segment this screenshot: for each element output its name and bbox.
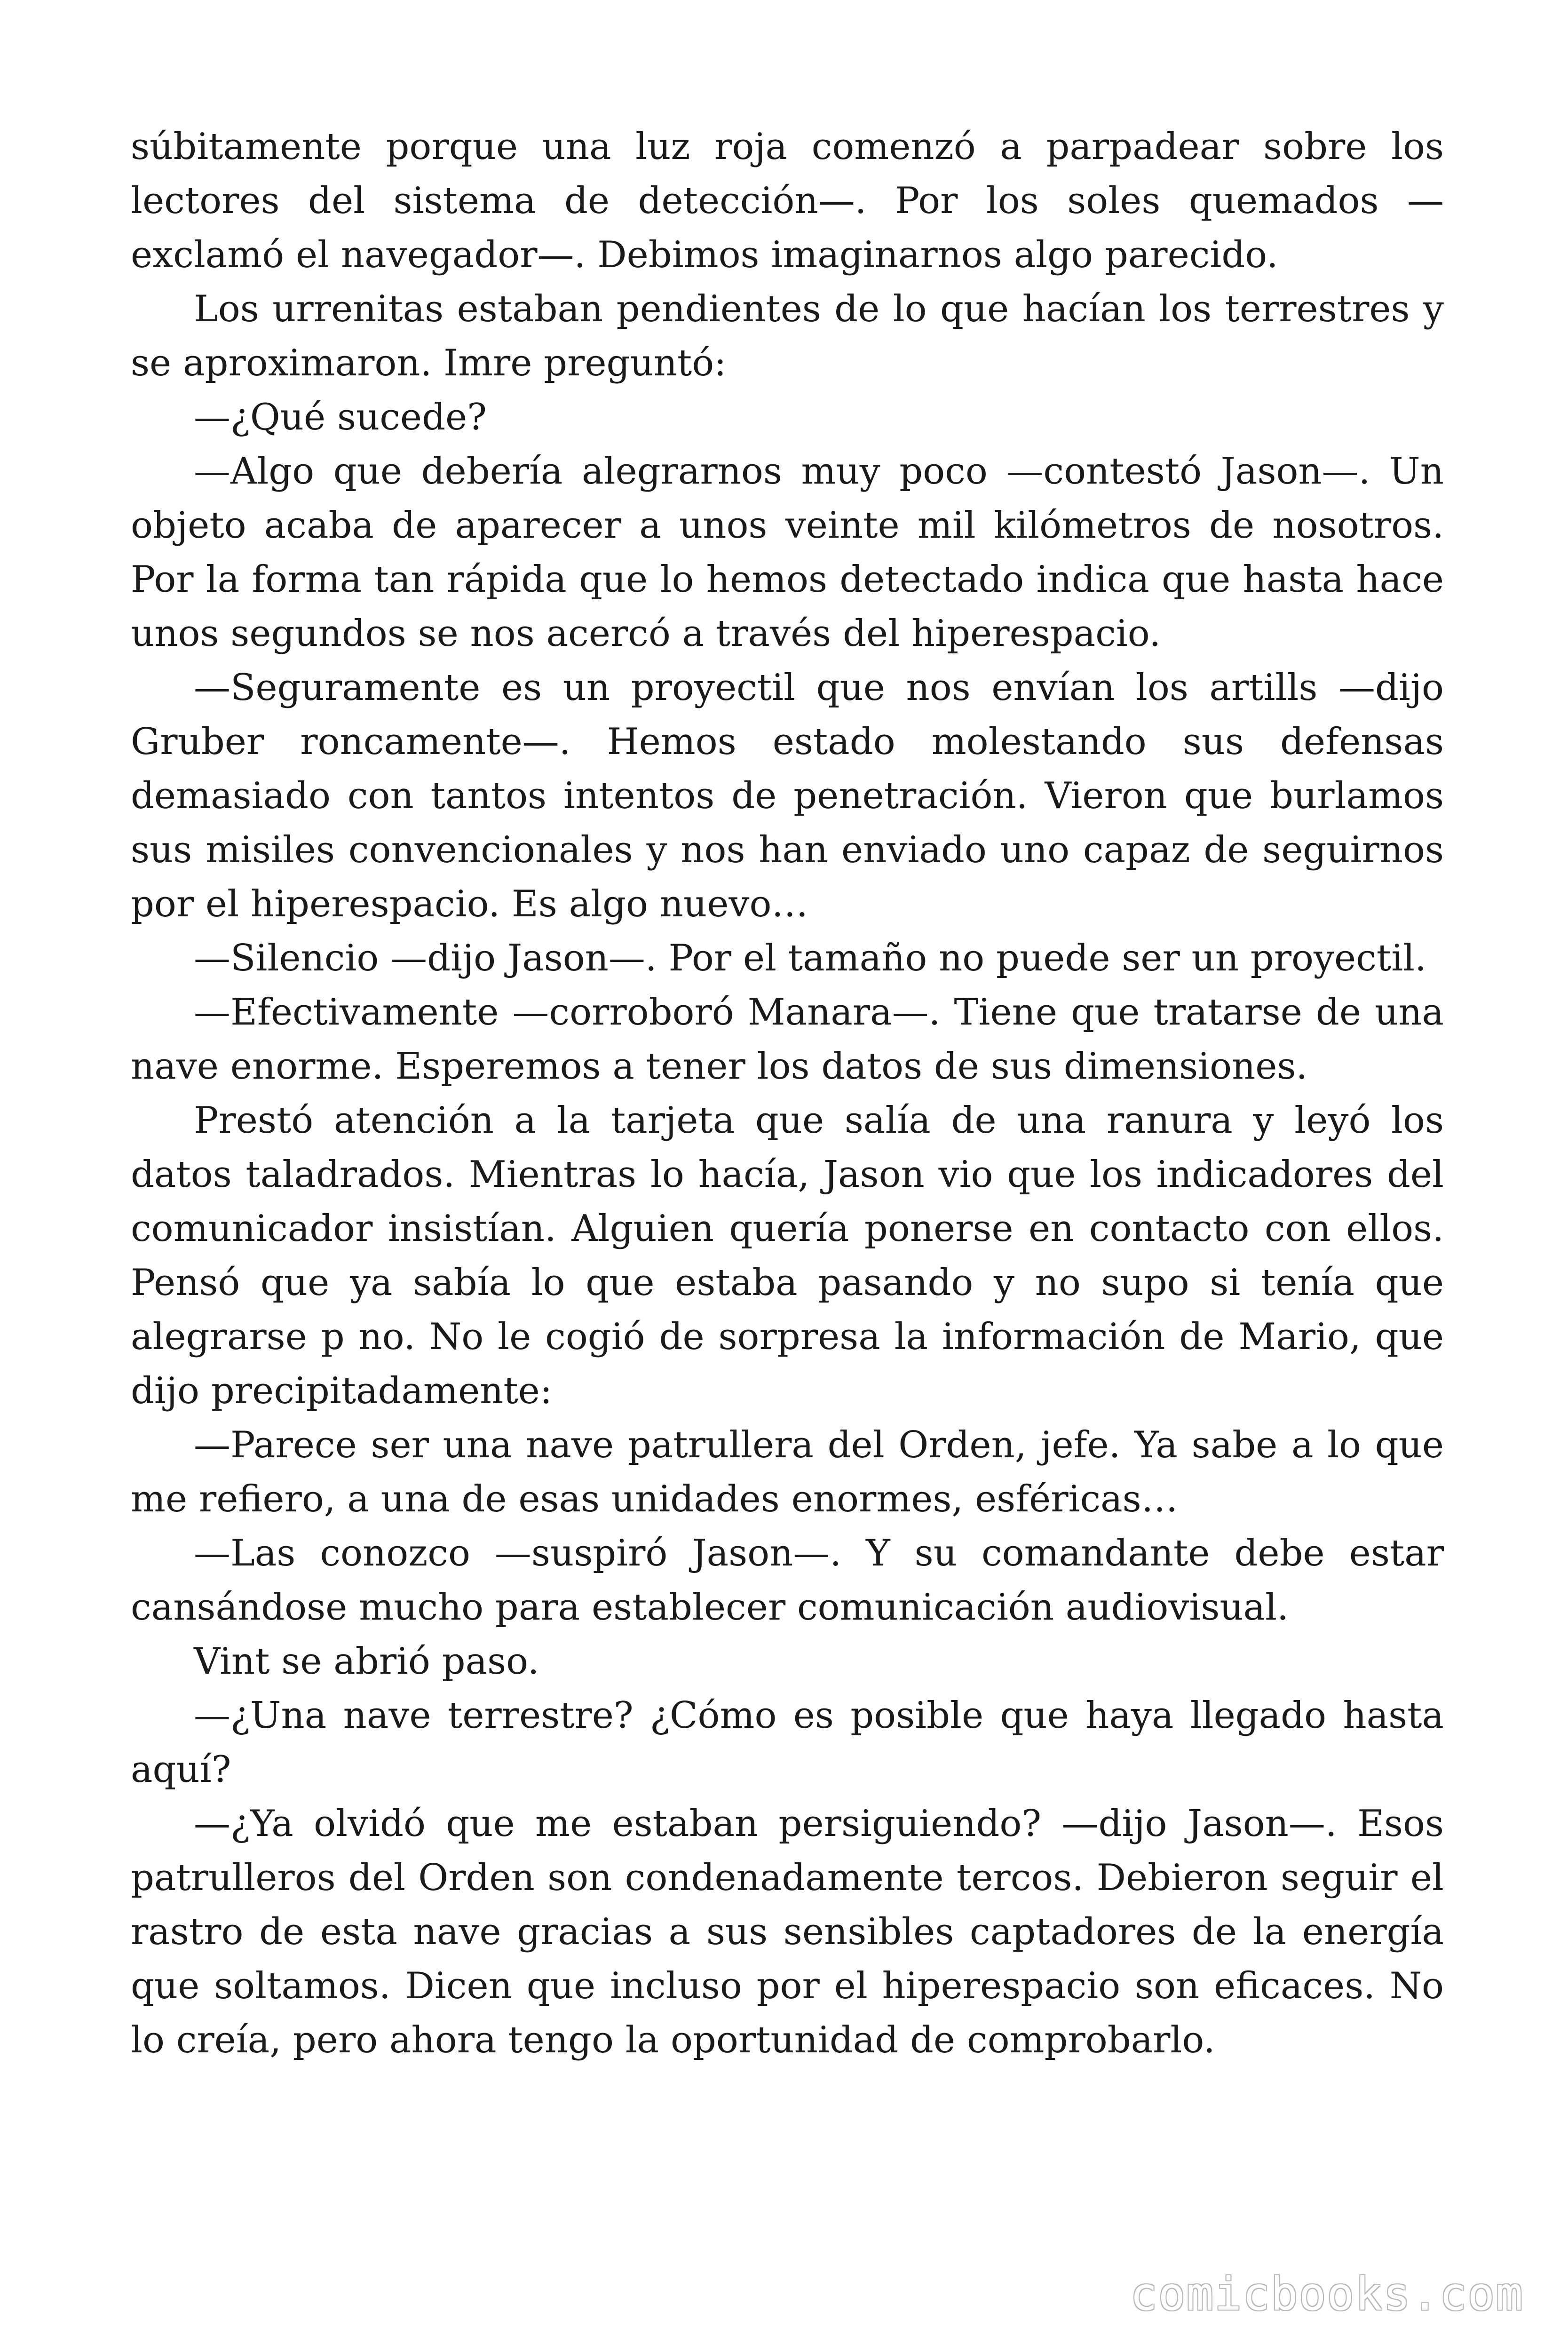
paragraph-5: —Seguramente es un proyectil que nos envían los artills —dijo Gruber roncamente—. Hemos estado molestando sus defensas demasiado con tantos intentos de penetración. Vieron que burlamos sus misiles convencionales y nos han enviado uno capaz de seguirnos por el hiperespacio. Es algo nuevo…: [131, 667, 1444, 925]
paragraph-13: —¿Ya olvidó que me estaban persiguiendo? —dijo Jason—. Esos patrulleros del Orden son condenadamente tercos. Debieron seguir el rastro de esta nave gracias a sus sensibles captadores de la energía que soltamos. Dicen que incluso por el hiperespacio son eficaces. No lo creía, pero ahora tengo la oportunidad de comprobarlo.: [131, 1803, 1444, 2061]
paragraph-8: Prestó atención a la tarjeta que salía de una ranura y leyó los datos taladrados. Mientras lo hacía, Jason vio que los indicadores del comunicador insistían. Alguien quería ponerse en contacto con ellos. Pensó que ya sabía lo que estaba pasando y no supo si tenía que alegrarse p no. No le cogió de sorpresa la información de Mario, que dijo precipitadamente:: [131, 1099, 1444, 1412]
paragraph-7: —Efectivamente —corroboró Manara—. Tiene que tratarse de una nave enorme. Esperemos a tener los datos de sus dimensiones.: [131, 991, 1444, 1088]
watermark-text: comicbooks.com: [1130, 2268, 1524, 2320]
paragraph-6: —Silencio —dijo Jason—. Por el tamaño no puede ser un proyectil.: [194, 937, 1426, 979]
paragraph-9: —Parece ser una nave patrullera del Orden, jefe. Ya sabe a lo que me refiero, a una de esas unidades enormes, esféricas…: [131, 1424, 1444, 1520]
paragraph-10: —Las conozco —suspiró Jason—. Y su comandante debe estar cansándose mucho para establecer comunicación audiovisual.: [131, 1532, 1444, 1629]
paragraph-4: —Algo que debería alegrarnos muy poco —contestó Jason—. Un objeto acaba de aparecer a unos veinte mil kilómetros de nosotros. Por la forma tan rápida que lo hemos detectado indica que hasta hace unos segundos se nos acercó a través del hiperespacio.: [131, 450, 1444, 655]
paragraph-2: Los urrenitas estaban pendientes de lo que hacían los terrestres y se aproximaron. Imre preguntó:: [131, 288, 1444, 384]
paragraph-1: súbitamente porque una luz roja comenzó a parpadear sobre los lectores del sistema de detección—. Por los soles quemados —exclamó el navegador—. Debimos imaginarnos algo parecido.: [131, 126, 1444, 276]
paragraph-12: —¿Una nave terrestre? ¿Cómo es posible que haya llegado hasta aquí?: [131, 1694, 1444, 1791]
book-page-text: [131, 120, 1444, 2067]
paragraph-11: Vint se abrió paso.: [194, 1640, 539, 1683]
paragraph-3: —¿Qué sucede?: [194, 396, 487, 438]
